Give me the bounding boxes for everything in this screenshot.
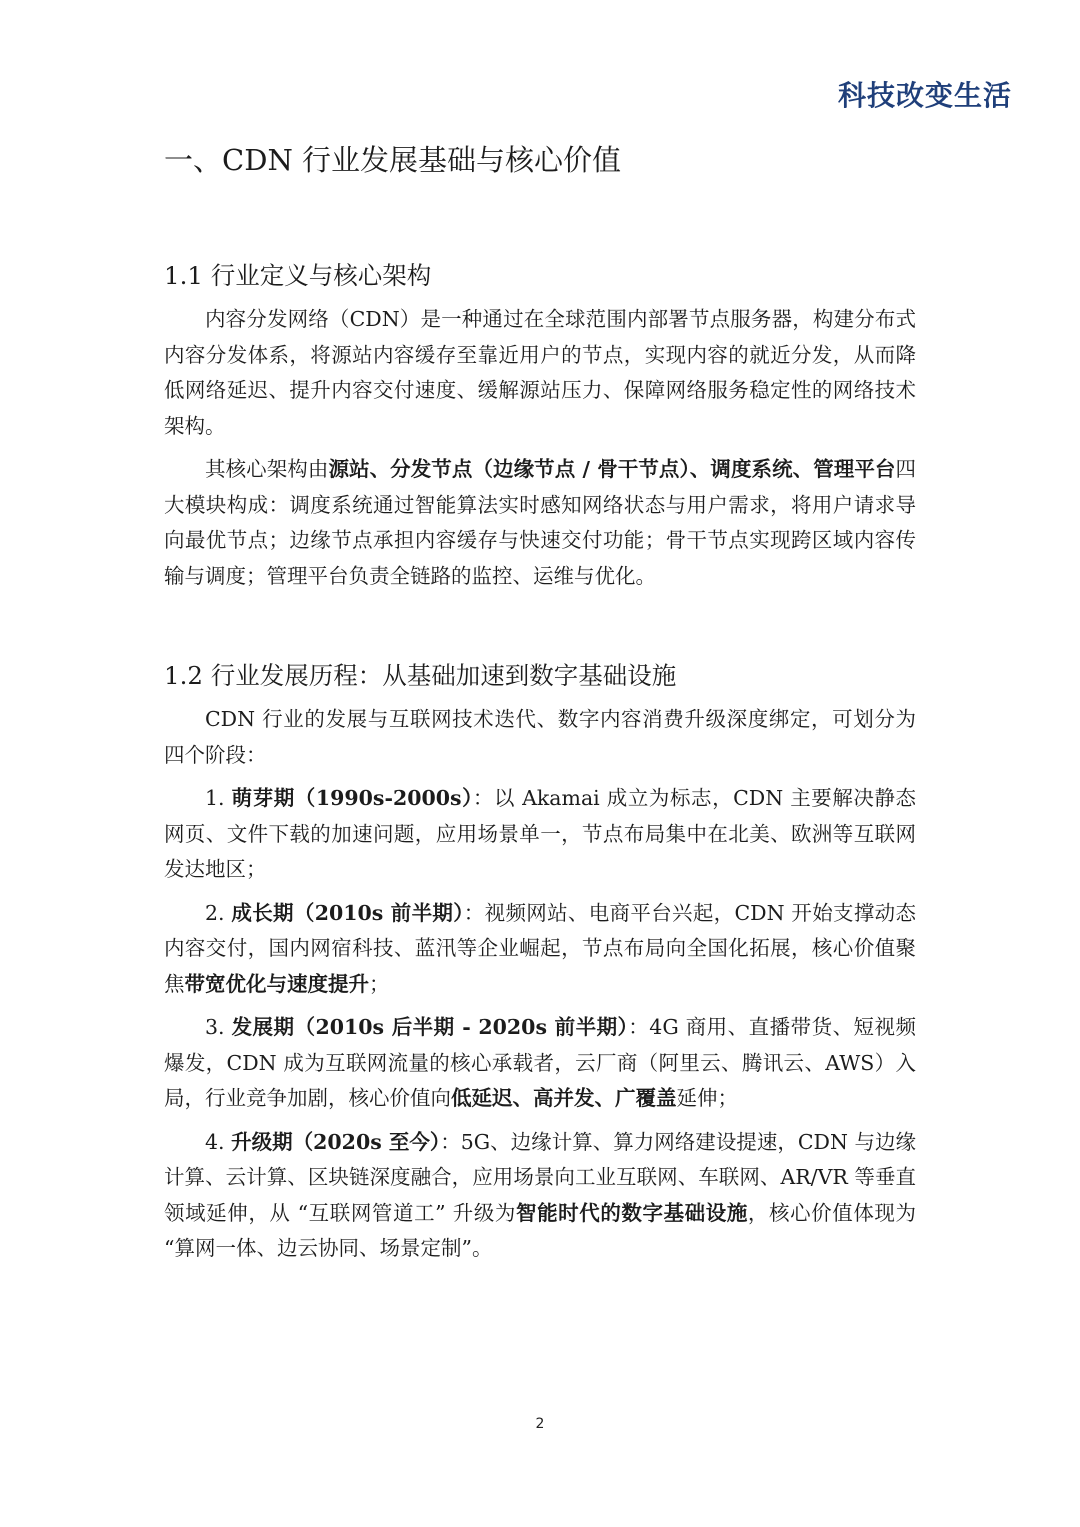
stage-description-end: 延伸；	[676, 1086, 738, 1110]
stage-number: 4.	[205, 1129, 232, 1154]
page-number: 2	[535, 1416, 545, 1432]
stage-number: 1.	[205, 786, 232, 810]
stage-name-bold: 发展期（2010s 后半期 - 2020s 前半期）	[231, 1015, 629, 1039]
page-content	[164, 138, 916, 1275]
stage-number: 3.	[205, 1015, 232, 1039]
stage-description: ：5G、边缘计算、算力网络建设提速，CDN 与边缘计算、云计算、区块链深度融合，应用场景向工业互联网、车联网、AR/VR 等垂直领域延伸，从 “互联网管道工” 升级为	[164, 1129, 916, 1225]
stage-description: ：视频网站、电商平台兴起，CDN 开始支撑动态内容交付，国内网宿科技、蓝汛等企业崛起，节点布局向全国化拓展，核心价值聚焦	[164, 900, 917, 996]
stage-highlight-bold: 带宽优化与速度提升	[184, 971, 369, 996]
paragraph-cdn-definition: 内容分发网络（CDN）是一种通过在全球范围内部署节点服务器，构建分布式内容分发体系，将源站内容缓存至靠近用户的节点，实现内容的就近分发，从而降低网络延迟、提升内容交付速度、缓解源站压力、保障网络服务稳定性的网络技术架构。	[164, 307, 916, 438]
stage-name-bold: 升级期（2020s 至今）	[231, 1129, 441, 1154]
stage-number: 2.	[205, 900, 232, 925]
stage-item-1	[164, 781, 916, 888]
stage-item-3	[164, 1010, 916, 1117]
architecture-text-2: 四大模块构成：调度系统通过智能算法实时感知网络状态与用户需求，将用户请求导向最优节点；边缘节点承担内容缓存与快速交付功能；骨干节点实现跨区域内容传输与调度；管理平台负责全链路的监控、运维与优化。	[164, 457, 917, 588]
stage-name-bold: 成长期（2010s 前半期）	[231, 900, 464, 925]
stage-description-end: ，核心价值体现为 “算网一体、边云协同、场景定制”。	[164, 1200, 917, 1260]
stage-description: ：4G 商用、直播带货、短视频爆发，CDN 成为互联网流量的核心承载者，云厂商（阿里云、腾讯云、AWS）入局，行业竞争加剧，核心价值向	[164, 1015, 917, 1110]
subsection-title-1-2: 1.2 行业发展历程：从基础加速到数字基础设施	[164, 661, 677, 690]
stage-highlight-bold: 智能时代的数字基础设施	[516, 1200, 748, 1225]
section-title: 一、CDN 行业发展基础与核心价值	[164, 143, 622, 177]
stage-name-bold: 萌芽期（1990s-2000s）	[231, 786, 473, 810]
stage-description-end: ；	[369, 971, 390, 996]
architecture-modules-bold: 源站、分发节点（边缘节点 / 骨干节点）、调度系统、管理平台	[328, 457, 896, 481]
brand-slogan: 科技改变生活	[837, 79, 1012, 112]
subsection-title-1-1: 1.1 行业定义与核心架构	[164, 261, 432, 290]
stage-item-2	[164, 896, 916, 1003]
paragraph-history-intro: CDN 行业的发展与互联网技术迭代、数字内容消费升级深度绑定，可划分为四个阶段：	[164, 707, 916, 767]
stage-description: ：以 Akamai 成立为标志，CDN 主要解决静态网页、文件下载的加速问题，应用场景单一，节点布局集中在北美、欧洲等互联网发达地区；	[164, 786, 917, 881]
paragraph-core-architecture	[164, 452, 916, 594]
stage-highlight-bold: 低延迟、高并发、广覆盖	[451, 1086, 677, 1110]
stage-item-4	[164, 1125, 916, 1267]
architecture-text-1: 其核心架构由	[205, 457, 329, 481]
